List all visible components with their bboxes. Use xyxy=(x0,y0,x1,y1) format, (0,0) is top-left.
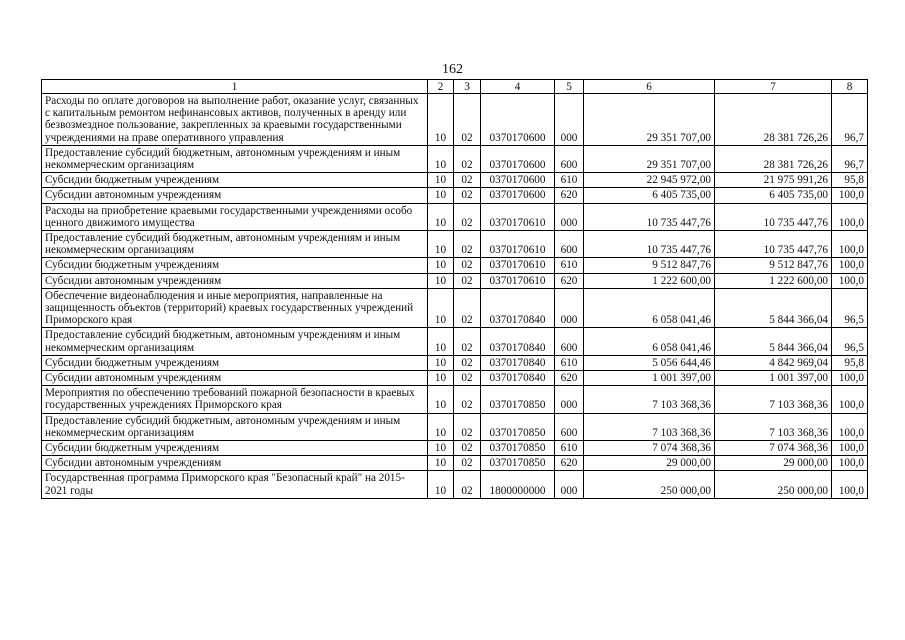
executed-amount: 10 735 447,76 xyxy=(715,231,832,258)
expense-type-code: 000 xyxy=(555,203,584,230)
expense-type-code: 620 xyxy=(555,188,584,203)
row-name: Предоставление субсидий бюджетным, автономным учреждениям и иным некоммерческим организациям xyxy=(42,328,428,355)
execution-percent: 96,7 xyxy=(832,145,868,172)
planned-amount: 10 735 447,76 xyxy=(584,203,715,230)
section-code: 10 xyxy=(428,203,454,230)
subsection-code: 02 xyxy=(454,145,481,172)
section-code: 10 xyxy=(428,328,454,355)
table-row xyxy=(42,288,868,328)
execution-percent: 100,0 xyxy=(832,456,868,471)
executed-amount: 21 975 991,26 xyxy=(715,173,832,188)
target-article-code: 0370170850 xyxy=(481,456,555,471)
expense-type-code: 600 xyxy=(555,328,584,355)
planned-amount: 6 058 041,46 xyxy=(584,288,715,328)
execution-percent: 100,0 xyxy=(832,386,868,413)
expense-type-code: 000 xyxy=(555,386,584,413)
expense-type-code: 000 xyxy=(555,288,584,328)
execution-percent: 100,0 xyxy=(832,258,868,273)
row-name: Предоставление субсидий бюджетным, автономным учреждениям и иным некоммерческим организациям xyxy=(42,145,428,172)
expense-type-code: 620 xyxy=(555,456,584,471)
row-name: Субсидии бюджетным учреждениям xyxy=(42,173,428,188)
section-code: 10 xyxy=(428,456,454,471)
executed-amount: 28 381 726,26 xyxy=(715,94,832,146)
expense-type-code: 610 xyxy=(555,173,584,188)
execution-percent: 100,0 xyxy=(832,231,868,258)
column-number-8: 8 xyxy=(832,80,868,94)
expense-type-code: 610 xyxy=(555,258,584,273)
target-article-code: 0370170600 xyxy=(481,188,555,203)
table-row xyxy=(42,456,868,471)
section-code: 10 xyxy=(428,441,454,456)
executed-amount: 4 842 969,04 xyxy=(715,355,832,370)
row-name: Мероприятия по обеспечению требований пожарной безопасности в краевых государственных учреждениях Приморского края xyxy=(42,386,428,413)
row-name: Государственная программа Приморского края "Безопасный край" на 2015-2021 годы xyxy=(42,471,428,498)
row-name: Субсидии автономным учреждениям xyxy=(42,188,428,203)
execution-percent: 95,8 xyxy=(832,355,868,370)
target-article-code: 0370170840 xyxy=(481,371,555,386)
planned-amount: 10 735 447,76 xyxy=(584,231,715,258)
table-row xyxy=(42,258,868,273)
table-row xyxy=(42,188,868,203)
section-code: 10 xyxy=(428,273,454,288)
row-name: Обеспечение видеонаблюдения и иные мероприятия, направленные на защищенность объектов (территорий) краевых государственных учреждений Приморского края xyxy=(42,288,428,328)
execution-percent: 95,8 xyxy=(832,173,868,188)
planned-amount: 1 001 397,00 xyxy=(584,371,715,386)
expense-type-code: 000 xyxy=(555,471,584,498)
subsection-code: 02 xyxy=(454,355,481,370)
expense-type-code: 000 xyxy=(555,94,584,146)
executed-amount: 7 074 368,36 xyxy=(715,441,832,456)
target-article-code: 0370170850 xyxy=(481,413,555,440)
execution-percent: 100,0 xyxy=(832,371,868,386)
target-article-code: 0370170840 xyxy=(481,288,555,328)
expense-type-code: 610 xyxy=(555,441,584,456)
target-article-code: 0370170600 xyxy=(481,94,555,146)
execution-percent: 96,5 xyxy=(832,328,868,355)
target-article-code: 0370170610 xyxy=(481,273,555,288)
table-row xyxy=(42,441,868,456)
target-article-code: 0370170610 xyxy=(481,231,555,258)
expense-type-code: 600 xyxy=(555,231,584,258)
executed-amount: 5 844 366,04 xyxy=(715,328,832,355)
table-row xyxy=(42,328,868,355)
executed-amount: 250 000,00 xyxy=(715,471,832,498)
row-name: Расходы по оплате договоров на выполнение работ, оказание услуг, связанных с капитальным ремонтом нефинансовых активов, полученных в аренду или безвозмездное пользование, закрепленных за краевыми государственными учреждениями на праве оперативного управления xyxy=(42,94,428,146)
target-article-code: 0370170600 xyxy=(481,173,555,188)
row-name: Расходы на приобретение краевыми государственными учреждениями особо ценного движимого имущества xyxy=(42,203,428,230)
table-row xyxy=(42,371,868,386)
table-row xyxy=(42,94,868,146)
table-row xyxy=(42,386,868,413)
execution-percent: 100,0 xyxy=(832,413,868,440)
section-code: 10 xyxy=(428,288,454,328)
subsection-code: 02 xyxy=(454,456,481,471)
section-code: 10 xyxy=(428,145,454,172)
expense-type-code: 620 xyxy=(555,371,584,386)
planned-amount: 29 351 707,00 xyxy=(584,145,715,172)
subsection-code: 02 xyxy=(454,471,481,498)
column-number-1: 1 xyxy=(42,80,428,94)
expense-type-code: 620 xyxy=(555,273,584,288)
planned-amount: 7 103 368,36 xyxy=(584,413,715,440)
target-article-code: 0370170610 xyxy=(481,258,555,273)
subsection-code: 02 xyxy=(454,258,481,273)
page-number: 162 xyxy=(442,62,463,77)
executed-amount: 1 222 600,00 xyxy=(715,273,832,288)
executed-amount: 9 512 847,76 xyxy=(715,258,832,273)
row-name: Субсидии бюджетным учреждениям xyxy=(42,355,428,370)
execution-percent: 100,0 xyxy=(832,203,868,230)
section-code: 10 xyxy=(428,173,454,188)
planned-amount: 250 000,00 xyxy=(584,471,715,498)
table-row xyxy=(42,145,868,172)
subsection-code: 02 xyxy=(454,328,481,355)
column-number-5: 5 xyxy=(555,80,584,94)
planned-amount: 22 945 972,00 xyxy=(584,173,715,188)
table-row xyxy=(42,203,868,230)
subsection-code: 02 xyxy=(454,188,481,203)
section-code: 10 xyxy=(428,94,454,146)
planned-amount: 29 351 707,00 xyxy=(584,94,715,146)
executed-amount: 28 381 726,26 xyxy=(715,145,832,172)
target-article-code: 0370170850 xyxy=(481,441,555,456)
subsection-code: 02 xyxy=(454,173,481,188)
subsection-code: 02 xyxy=(454,386,481,413)
target-article-code: 0370170840 xyxy=(481,355,555,370)
execution-percent: 100,0 xyxy=(832,273,868,288)
table-body xyxy=(42,94,868,499)
column-number-3: 3 xyxy=(454,80,481,94)
table-row xyxy=(42,355,868,370)
expense-type-code: 610 xyxy=(555,355,584,370)
section-code: 10 xyxy=(428,231,454,258)
expense-type-code: 600 xyxy=(555,145,584,172)
executed-amount: 10 735 447,76 xyxy=(715,203,832,230)
section-code: 10 xyxy=(428,413,454,440)
column-number-7: 7 xyxy=(715,80,832,94)
planned-amount: 6 405 735,00 xyxy=(584,188,715,203)
column-number-6: 6 xyxy=(584,80,715,94)
subsection-code: 02 xyxy=(454,203,481,230)
table-row xyxy=(42,273,868,288)
executed-amount: 7 103 368,36 xyxy=(715,386,832,413)
row-name: Субсидии автономным учреждениям xyxy=(42,456,428,471)
subsection-code: 02 xyxy=(454,371,481,386)
executed-amount: 6 405 735,00 xyxy=(715,188,832,203)
planned-amount: 6 058 041,46 xyxy=(584,328,715,355)
table-row xyxy=(42,471,868,498)
target-article-code: 0370170850 xyxy=(481,386,555,413)
executed-amount: 5 844 366,04 xyxy=(715,288,832,328)
section-code: 10 xyxy=(428,371,454,386)
column-number-2: 2 xyxy=(428,80,454,94)
row-name: Субсидии автономным учреждениям xyxy=(42,273,428,288)
planned-amount: 5 056 644,46 xyxy=(584,355,715,370)
subsection-code: 02 xyxy=(454,413,481,440)
subsection-code: 02 xyxy=(454,94,481,146)
target-article-code: 1800000000 xyxy=(481,471,555,498)
row-name: Субсидии автономным учреждениям xyxy=(42,371,428,386)
column-number-4: 4 xyxy=(481,80,555,94)
execution-percent: 100,0 xyxy=(832,471,868,498)
executed-amount: 29 000,00 xyxy=(715,456,832,471)
execution-percent: 96,7 xyxy=(832,94,868,146)
planned-amount: 7 074 368,36 xyxy=(584,441,715,456)
section-code: 10 xyxy=(428,471,454,498)
row-name: Субсидии бюджетным учреждениям xyxy=(42,441,428,456)
section-code: 10 xyxy=(428,188,454,203)
planned-amount: 9 512 847,76 xyxy=(584,258,715,273)
target-article-code: 0370170600 xyxy=(481,145,555,172)
subsection-code: 02 xyxy=(454,273,481,288)
target-article-code: 0370170840 xyxy=(481,328,555,355)
planned-amount: 29 000,00 xyxy=(584,456,715,471)
table-row xyxy=(42,231,868,258)
execution-percent: 96,5 xyxy=(832,288,868,328)
section-code: 10 xyxy=(428,355,454,370)
table-row xyxy=(42,413,868,440)
executed-amount: 1 001 397,00 xyxy=(715,371,832,386)
column-number-row xyxy=(42,80,868,94)
planned-amount: 7 103 368,36 xyxy=(584,386,715,413)
row-name: Предоставление субсидий бюджетным, автономным учреждениям и иным некоммерческим организациям xyxy=(42,231,428,258)
section-code: 10 xyxy=(428,258,454,273)
target-article-code: 0370170610 xyxy=(481,203,555,230)
section-code: 10 xyxy=(428,386,454,413)
row-name: Предоставление субсидий бюджетным, автономным учреждениям и иным некоммерческим организациям xyxy=(42,413,428,440)
planned-amount: 1 222 600,00 xyxy=(584,273,715,288)
execution-percent: 100,0 xyxy=(832,441,868,456)
budget-table xyxy=(41,79,868,499)
row-name: Субсидии бюджетным учреждениям xyxy=(42,258,428,273)
table-row xyxy=(42,173,868,188)
execution-percent: 100,0 xyxy=(832,188,868,203)
executed-amount: 7 103 368,36 xyxy=(715,413,832,440)
subsection-code: 02 xyxy=(454,441,481,456)
subsection-code: 02 xyxy=(454,288,481,328)
subsection-code: 02 xyxy=(454,231,481,258)
expense-type-code: 600 xyxy=(555,413,584,440)
